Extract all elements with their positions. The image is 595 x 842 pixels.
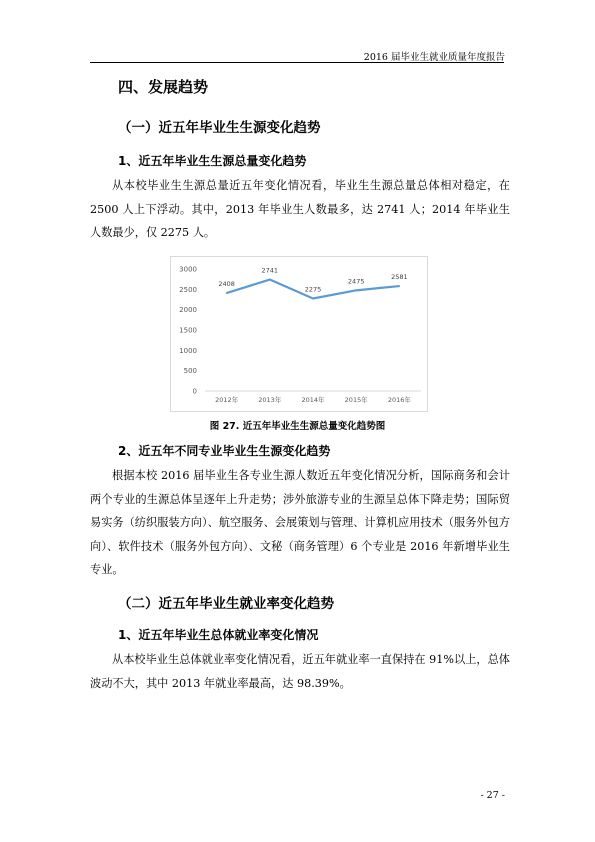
y-tick-label: 2500 bbox=[179, 285, 197, 294]
x-tick-label: 2013年 bbox=[258, 396, 282, 404]
data-label: 2581 bbox=[391, 273, 408, 282]
data-point bbox=[399, 285, 401, 287]
x-tick-label: 2012年 bbox=[215, 396, 239, 404]
section-title: 四、发展趋势 bbox=[118, 78, 209, 96]
x-tick-label: 2015年 bbox=[344, 396, 368, 404]
item-title-2-1: 1、近五年毕业生总体就业率变化情况 bbox=[118, 628, 319, 642]
item-title-1-2: 2、近五年不同专业毕业生生源变化趋势 bbox=[118, 444, 331, 458]
data-point bbox=[269, 279, 271, 281]
data-label: 2408 bbox=[218, 280, 235, 289]
y-tick-label: 3000 bbox=[179, 265, 197, 274]
data-label: 2741 bbox=[261, 266, 279, 275]
chart-svg bbox=[171, 257, 427, 411]
y-tick-label: 1500 bbox=[179, 326, 197, 335]
figure-caption: 图 27. 近五年毕业生生源总量变化趋势图 bbox=[209, 421, 386, 432]
y-tick-label: 2000 bbox=[179, 306, 197, 315]
paragraph-text: 根据本校 2016 届毕业生各专业生源人数近五年变化情况分析，国际商务和会计两个专业的生源总体呈逐年上升走势；涉外旅游专业的生源呈总体下降走势；国际贸易实务（纺织服装方向）、航空服务、会展策划与管理、计算机应用技术（服务外包方向）、软件技术（服务外包方向）、文秘（商务管理）6 个专业是 2016 年新增毕业生专业。 bbox=[90, 469, 510, 577]
paragraph-1-2 bbox=[90, 464, 510, 582]
data-label: 2475 bbox=[347, 277, 365, 286]
data-label: 2275 bbox=[304, 285, 322, 294]
header-rule bbox=[90, 62, 504, 63]
paragraph-1-1 bbox=[90, 174, 510, 245]
data-point bbox=[355, 290, 357, 292]
data-point bbox=[226, 292, 228, 294]
y-tick-label: 500 bbox=[183, 367, 197, 376]
y-tick-label: 0 bbox=[192, 387, 197, 396]
paragraph-text: 从本校毕业生总体就业率变化情况看，近五年就业率一直保持在 91%以上，总体波动不大，其中 2013 年就业率最高，达 98.39%。 bbox=[90, 653, 510, 690]
paragraph-text: 从本校毕业生生源总量近五年变化情况看，毕业生生源总量总体相对稳定，在 2500 人上下浮动。其中，2013 年毕业生人数最多，达 2741 人；2014 年毕业生人数最少，仅 2275 人。 bbox=[90, 179, 510, 240]
x-tick-label: 2016年 bbox=[387, 396, 411, 404]
x-tick-label: 2014年 bbox=[301, 396, 325, 404]
running-header: 2016 届毕业生就业质量年度报告 bbox=[363, 52, 505, 63]
line-chart bbox=[170, 256, 428, 412]
item-title-1-1: 1、近五年毕业生生源总量变化趋势 bbox=[118, 154, 307, 168]
y-tick-label: 1000 bbox=[179, 346, 197, 355]
subsection-title-2: （二）近五年毕业生就业率变化趋势 bbox=[118, 596, 334, 612]
data-point bbox=[312, 298, 314, 300]
paragraph-2-1 bbox=[90, 648, 510, 695]
subsection-title-1: （一）近五年毕业生生源变化趋势 bbox=[118, 120, 321, 136]
page-number: - 27 - bbox=[480, 790, 505, 801]
